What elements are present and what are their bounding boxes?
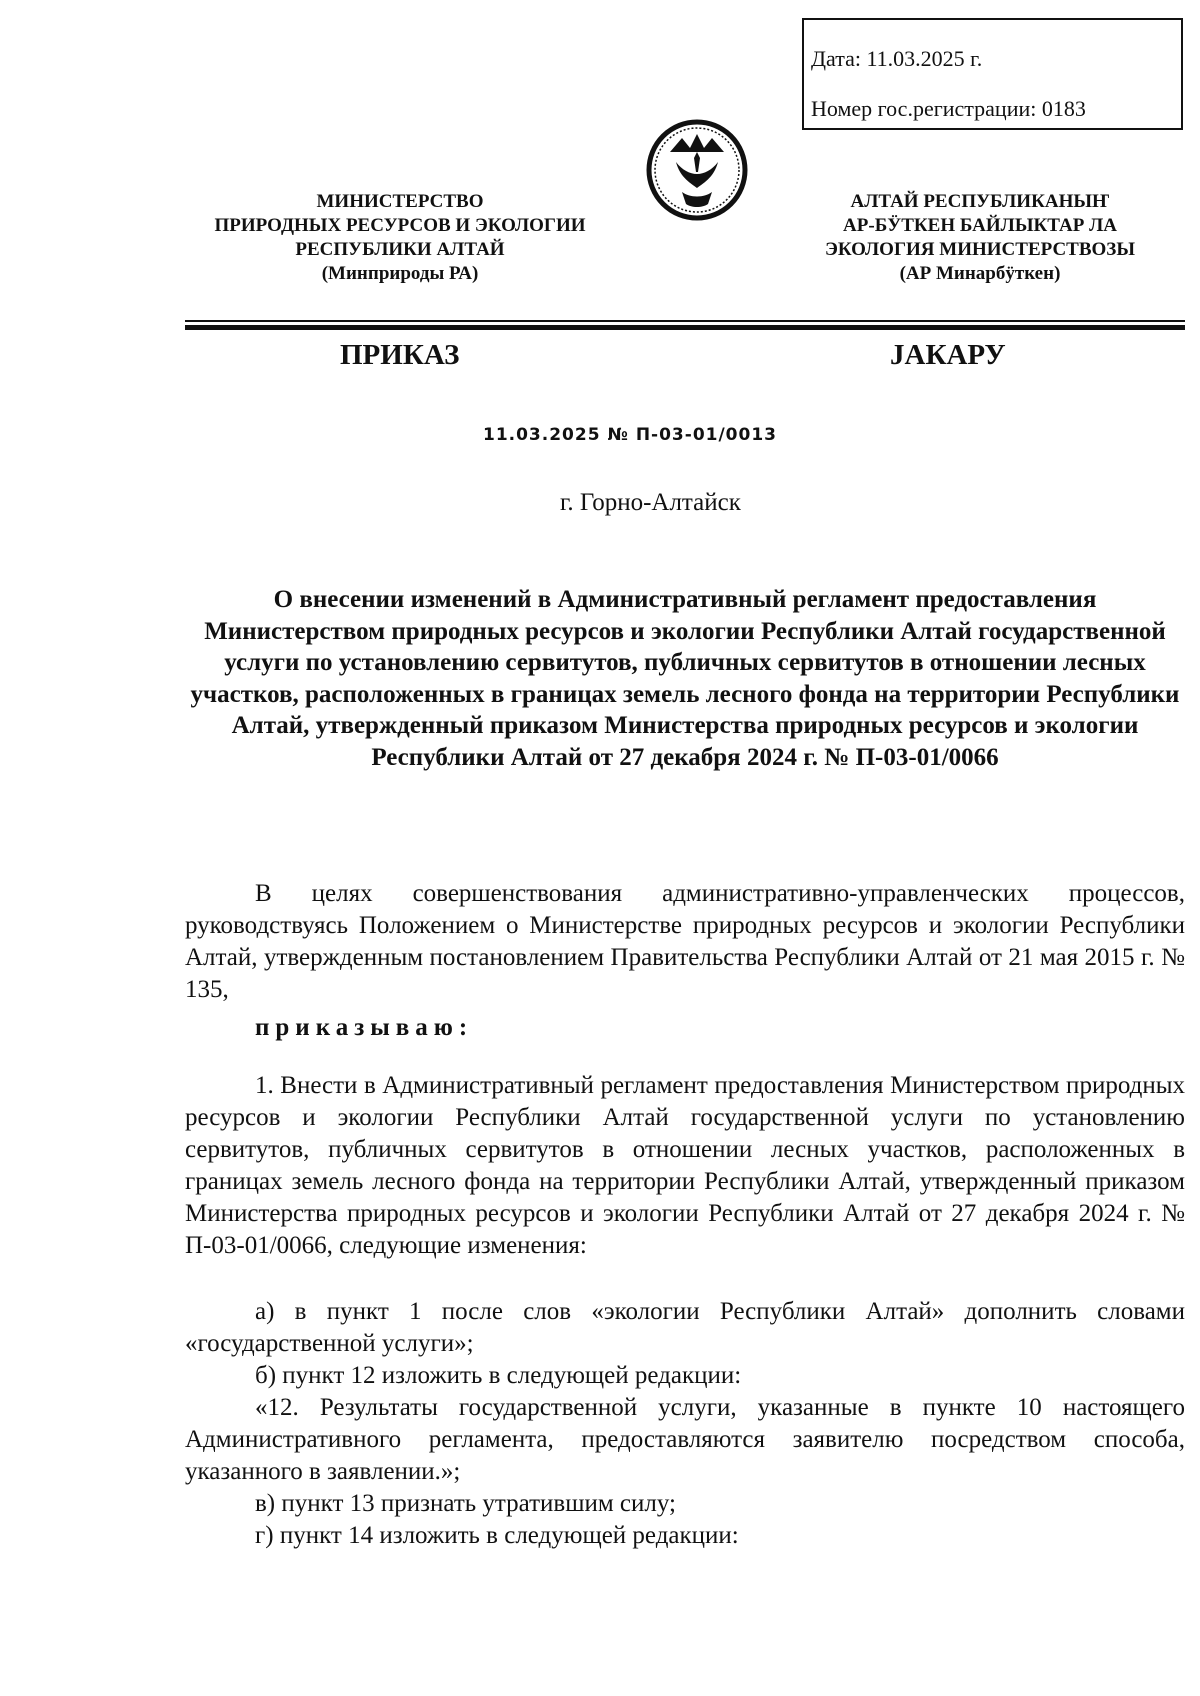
order-title-russian: ПРИКАЗ — [340, 339, 460, 371]
subitem-b-paragraph: б) пункт 12 изложить в следующей редакции: — [255, 1362, 742, 1389]
ministry-name-ru-short: (Минприроды РА) — [321, 263, 479, 284]
registration-number-value: 0183 — [1041, 96, 1086, 121]
coat-of-arms-emblem — [642, 118, 752, 222]
ministry-name-ru-line1: МИНИСТЕРСТВО — [316, 191, 484, 212]
ministry-name-alt-short: (АР Минарбӱткен) — [899, 263, 1061, 284]
issue-city: г. Горно-Алтайск — [560, 489, 741, 516]
order-title-altai: JАКАРУ — [890, 339, 1006, 371]
registration-number-row — [811, 84, 1181, 134]
header-divider-thin — [185, 320, 1185, 322]
registration-number-label: Номер гос.регистрации: — [811, 96, 1037, 121]
subitem-v-paragraph: в) пункт 13 признать утратившим силу; — [255, 1490, 676, 1517]
subitem-g-paragraph: г) пункт 14 изложить в следующей редакции: — [255, 1522, 739, 1549]
document-number: 11.03.2025 № П-03-01/0013 — [482, 425, 777, 445]
ministry-name-alt-line3: ЭКОЛОГИЯ МИНИСТЕРСТВОЗЫ — [824, 239, 1135, 260]
ministry-name-alt-line2: АР-БӰТКЕН БАЙЛЫКТАР ЛА — [843, 215, 1117, 236]
registration-date-row — [811, 34, 1181, 84]
ministry-name-ru-line3: РЕСПУБЛИКИ АЛТАЙ — [295, 239, 505, 260]
subitem-a-paragraph: а) в пункт 1 после слов «экологии Республики Алтай» дополнить словами «государственной услуги»; — [185, 1298, 1185, 1357]
order-verb: приказываю: — [255, 1014, 474, 1041]
ministry-name-alt-line1: АЛТАЙ РЕСПУБЛИКАНЫҤ — [850, 191, 1110, 212]
preamble-paragraph: В целях совершенствования административно-управленческих процессов, руководствуясь Положением о Министерстве природных ресурсов и экологии Республики Алтай, утвержденным постановлением Правительства Республики Алтай от 21 мая 2015 г. № 135, — [185, 880, 1185, 1003]
registration-stamp — [802, 18, 1183, 130]
subitem-b-quote-paragraph: «12. Результаты государственной услуги, указанные в пункте 10 настоящего Административного регламента, предоставляются заявителю посредством способа, указанного в заявлении.»; — [185, 1394, 1185, 1485]
header-divider-thick — [185, 325, 1185, 330]
ministry-name-altai — [760, 190, 1200, 286]
ministry-name-russian — [180, 190, 620, 286]
registration-date-label: Дата: — [811, 46, 861, 71]
registration-date-value: 11.03.2025 г. — [866, 46, 983, 71]
ministry-name-ru-line2: ПРИРОДНЫХ РЕСУРСОВ И ЭКОЛОГИИ — [214, 215, 586, 236]
item-1-paragraph: 1. Внести в Административный регламент предоставления Министерством природных ресурсов и экологии Республики Алтай государственной услуги по установлению сервитутов, публичных сервитутов в отношении лесных участков, расположенных в границах земель лесного фонда на территории Республики Алтай, утвержденный приказом Министерства природных ресурсов и экологии Республики Алтай от 27 декабря 2024 г. № П-03-01/0066, следующие изменения: — [185, 1072, 1185, 1259]
document-title: О внесении изменений в Административный регламент предоставления Министерством природных ресурсов и экологии Республики Алтай государственной услуги по установлению сервитутов, публичных сервитутов в отношении лесных участков, расположенных в границах земель лесного фонда на территории Республики Алтай, утвержденный приказом Министерства природных ресурсов и экологии Республики Алтай от 27 декабря 2024 г. № П-03-01/0066 — [190, 586, 1180, 771]
